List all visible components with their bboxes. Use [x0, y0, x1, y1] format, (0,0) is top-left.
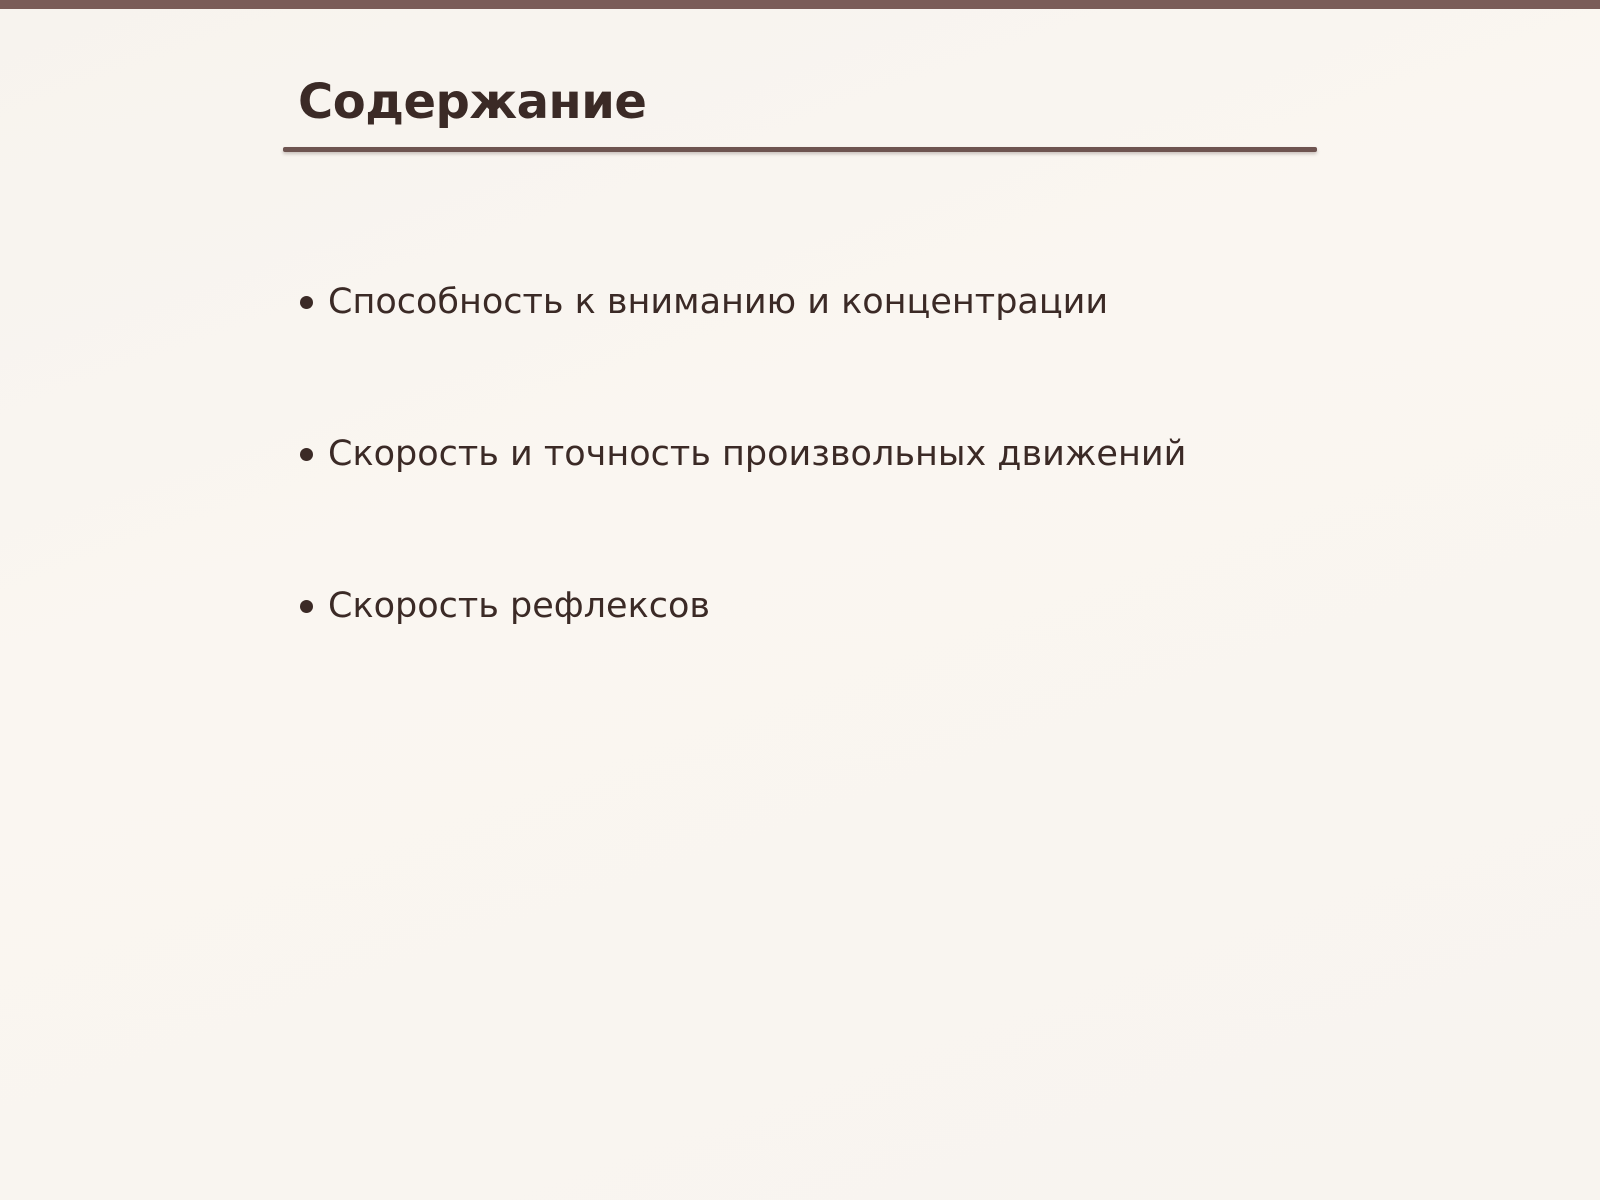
- list-item: [300, 424, 1300, 576]
- list-item-text: Способность к вниманию и концентрации: [328, 282, 1109, 322]
- bullet-dot-icon: [300, 296, 313, 309]
- title-underline: [283, 147, 1317, 152]
- bullet-dot-icon: [300, 448, 313, 461]
- list-item-text: Скорость рефлексов: [328, 586, 711, 626]
- list-item-text: Скорость и точность произвольных движений: [328, 434, 1187, 474]
- top-accent-bar: [0, 0, 1600, 9]
- bullet-dot-icon: [300, 600, 313, 613]
- list-item: [300, 272, 1300, 424]
- slide-title: Содержание: [298, 74, 647, 130]
- bullet-list: [300, 272, 1300, 728]
- list-item: [300, 576, 1300, 728]
